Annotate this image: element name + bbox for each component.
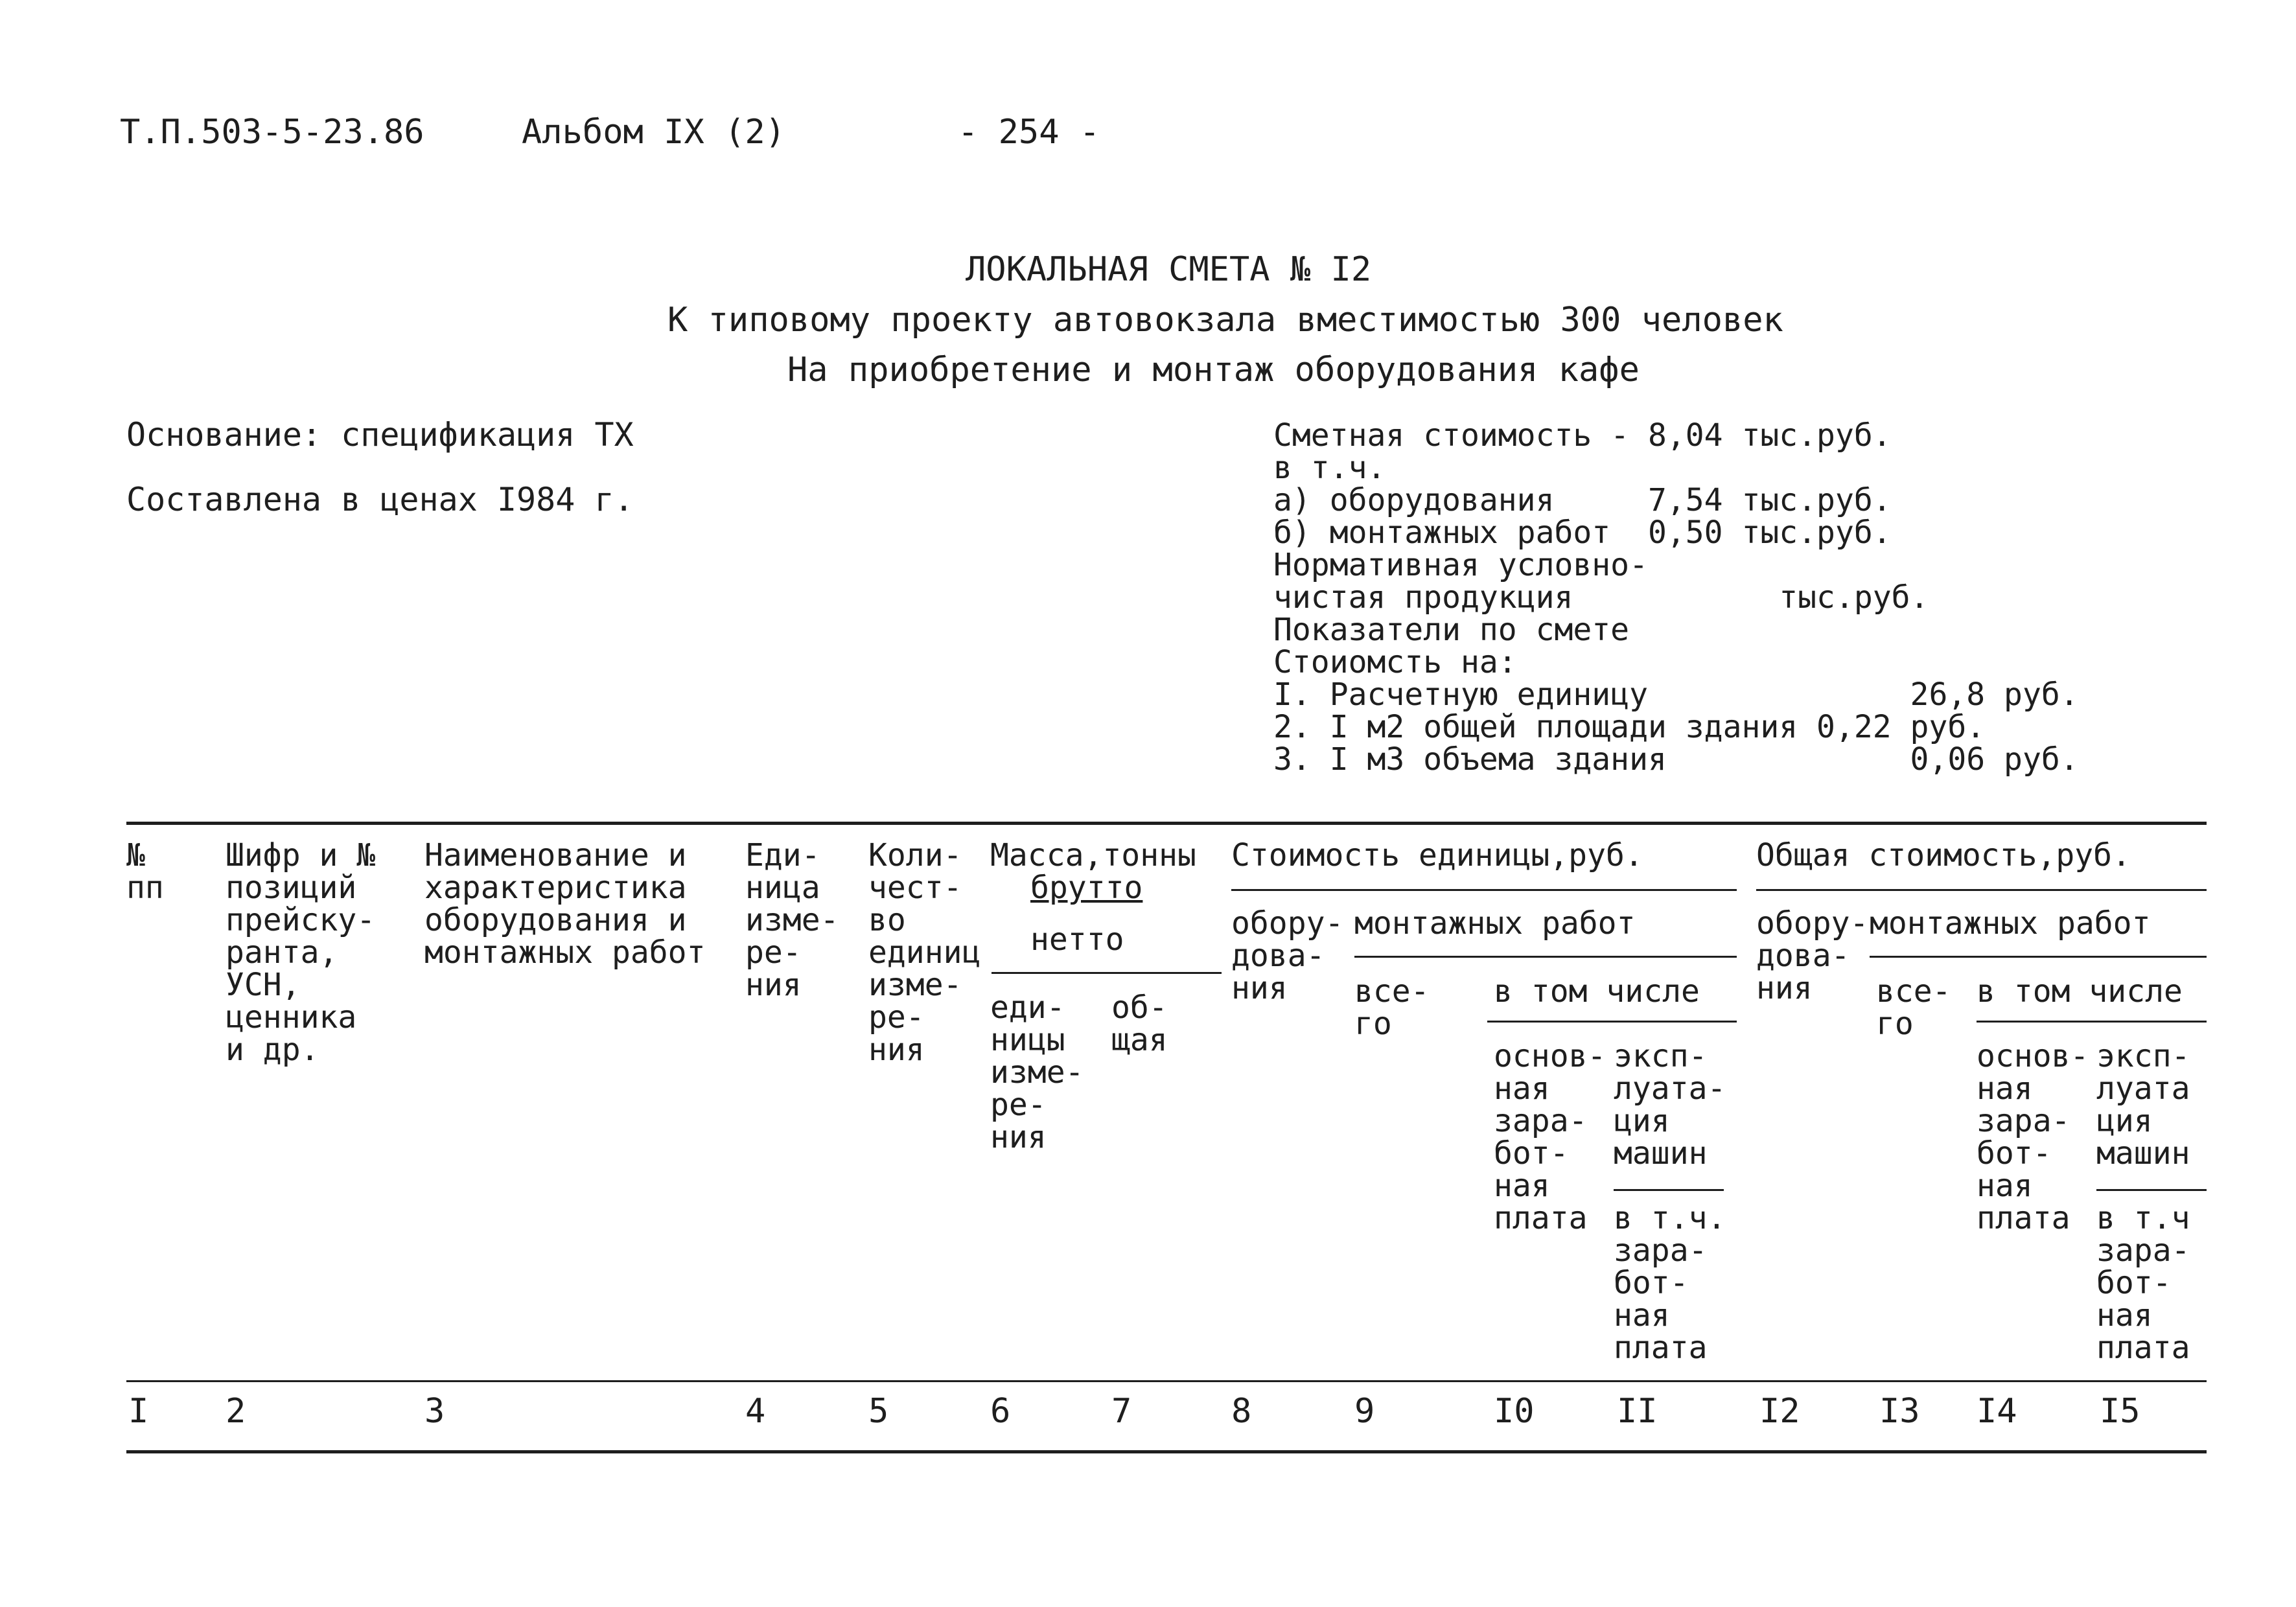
indicators-label: Показатели по смете [1273,612,1630,648]
header-col-mass-unit: еди- ницы изме- ре- ния [990,989,1084,1155]
document-code: Т.П.503-5-23.86 [120,113,424,152]
total-cost-rule [1756,889,2207,891]
header-total-equipment: обору- дова- ния [1756,905,1869,1006]
cost-per-label: Стоиомсть на: [1273,644,1517,680]
page-number: - 254 - [958,113,1100,152]
header-mass-title: Масса,тонны [990,837,1196,873]
header-col-quantity: Коли- чест- во единиц изме- ре- ния [868,837,981,1068]
header-total-machine-ops: эксп- луата ция машин [2096,1038,2190,1172]
basis-line: Основание: спецификация ТХ [126,416,634,454]
header-total-machine-salary: в т.ч зара- бот- ная плата [2096,1200,2190,1366]
cost-per-m2: 2. I м2 общей площади здания 0,22 руб. [1273,709,1986,745]
cost-per-m3: 3. I м3 объема здания 0,06 руб. [1273,741,2079,778]
unit-cost-rule [1231,889,1737,891]
including-label: в т.ч. [1273,450,1386,486]
album-label: Альбом IX (2) [522,113,785,152]
column-number: 4 [745,1392,766,1431]
header-total-vtom: в том числе [1977,973,2183,1010]
header-col-name: Наименование и характеристика оборудования и монтажных работ [424,837,706,971]
column-number: II [1617,1392,1658,1431]
scope-subtitle: На приобретение и монтаж оборудования кафе [787,351,1640,389]
column-number: 2 [226,1392,246,1431]
header-col-number: № пп [126,837,164,906]
header-total-install-total: все- го [1876,973,1951,1042]
header-unit-base-salary: основ- ная зара- бот- ная плата [1494,1038,1606,1236]
project-subtitle: К типовому проекту автовокзала вместимостью 300 человек [667,301,1783,340]
header-mass-brutto: брутто [1030,870,1143,906]
total-ekspl-rule [2096,1189,2207,1191]
net-product: чистая продукция тыс.руб. [1273,579,1929,616]
header-unit-cost-title: Стоимость единицы,руб. [1231,837,1643,873]
price-year-line: Составлена в ценах I984 г. [126,481,634,518]
header-col-unit: Еди- ница изме- ре- ния [745,837,839,1003]
unit-ekspl-rule [1614,1189,1724,1191]
header-unit-equipment: обору- дова- ния [1231,905,1344,1006]
column-number: 9 [1354,1392,1375,1431]
column-number: 3 [424,1392,445,1431]
header-mass-netto: нетто [1030,921,1124,958]
header-total-install-title: монтажных работ [1870,905,2151,942]
unit-install-rule [1354,956,1737,958]
header-unit-machine-salary: в т.ч. зара- бот- ная плата [1614,1200,1726,1366]
equipment-cost: а) оборудования 7,54 тыс.руб. [1273,482,1892,518]
column-number: I [128,1392,149,1431]
header-divider-rule [126,1380,2207,1382]
cost-per-unit: I. Расчетную единицу 26,8 руб. [1273,676,2079,713]
header-unit-install-title: монтажных работ [1354,905,1636,942]
column-number: I4 [1977,1392,2017,1431]
column-number: 7 [1111,1392,1132,1431]
header-total-cost-title: Общая стоимость,руб. [1756,837,2131,873]
header-col-mass-total: об- щая [1111,989,1168,1058]
estimated-cost: Сметная стоимость - 8,04 тыс.руб. [1273,417,1892,454]
installation-cost: б) монтажных работ 0,50 тыс.руб. [1273,514,1892,551]
column-number: I5 [2100,1392,2140,1431]
header-total-base-salary: основ- ная зара- бот- ная плата [1977,1038,2089,1236]
normative-label: Нормативная условно- [1273,547,1648,583]
column-number: 8 [1231,1392,1252,1431]
total-install-rule [1870,956,2207,958]
header-unit-install-total: все- го [1354,973,1430,1042]
column-number: I3 [1879,1392,1920,1431]
mass-netto-rule [991,972,1222,974]
column-number: 6 [990,1392,1011,1431]
column-numbers-bottom-rule [126,1450,2207,1453]
column-number: 5 [868,1392,889,1431]
header-unit-machine-ops: эксп- луата- ция машин [1614,1038,1726,1172]
estimate-title: ЛОКАЛЬНАЯ СМЕТА № I2 [966,250,1372,289]
column-number: I2 [1759,1392,1800,1431]
total-vtom-rule [1977,1021,2207,1023]
unit-vtom-rule [1487,1021,1737,1023]
header-col-code: Шифр и № позиций прейску- ранта, УСН, ценника и др. [226,837,376,1068]
header-unit-vtom: в том числе [1494,973,1700,1010]
column-number: I0 [1494,1392,1535,1431]
table-top-rule [126,822,2207,825]
